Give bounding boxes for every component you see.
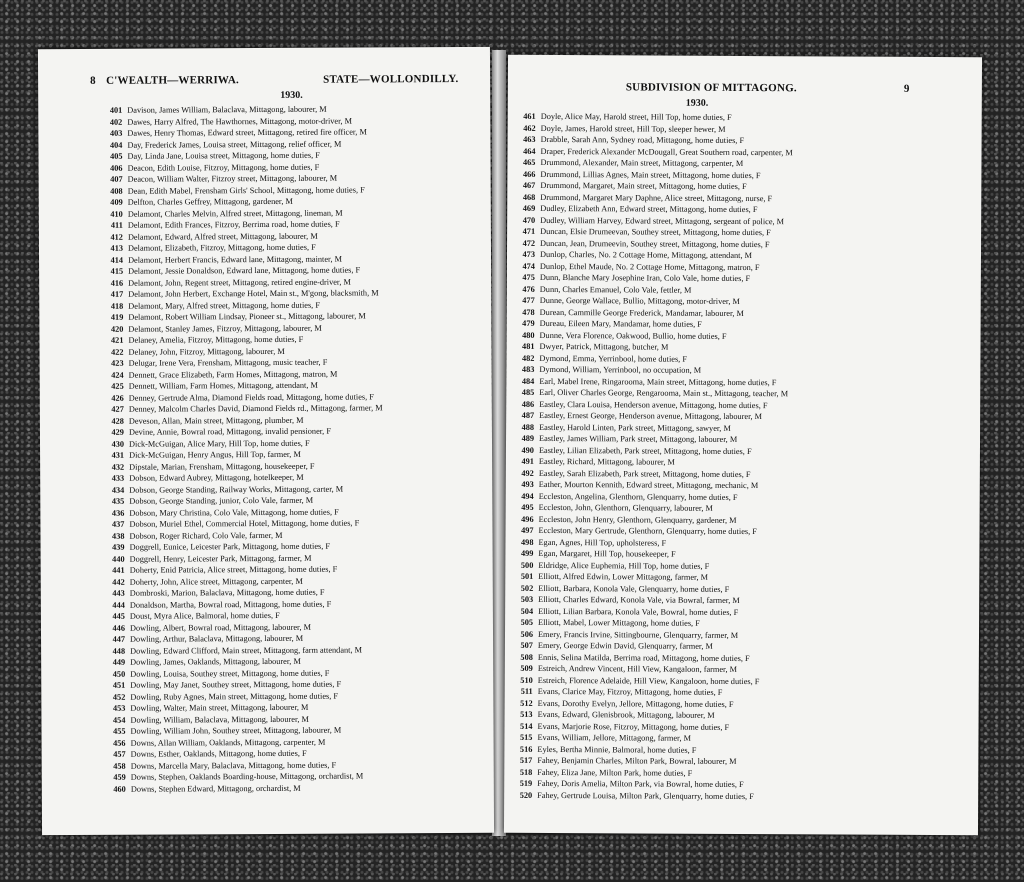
entry-number: 509 bbox=[520, 663, 533, 673]
entry-number: 473 bbox=[522, 249, 536, 259]
entry-text: Delamont, Edward, Alfred street, Mittagong, labourer, M bbox=[127, 231, 318, 242]
entry-text: Doherty, John, Alice street, Mittagong, carpenter, M bbox=[129, 576, 303, 587]
entry-number: 452 bbox=[112, 692, 126, 702]
entry-text: Eastley, Sarah Elizabeth, Park street, Mittagong, home duties, F bbox=[538, 468, 751, 479]
entry-text: Downs, Esther, Oaklands, Mittagong, home duties, F bbox=[130, 748, 307, 759]
entry-number: 453 bbox=[112, 703, 126, 713]
entry-text: Dennett, William, Farm Homes, Mittagong, attendant, M bbox=[128, 380, 318, 391]
entry-number: 450 bbox=[112, 669, 126, 679]
entry-number: 502 bbox=[520, 583, 534, 593]
entry-text: Dunn, Charles Emanuel, Colo Vale, fettler, M bbox=[539, 284, 692, 295]
entry-text: Dobson, Edward Aubrey, Mittagong, hotelkeeper, M bbox=[129, 472, 304, 483]
year-label: 1930. bbox=[280, 89, 303, 101]
year-label: 1930. bbox=[685, 97, 709, 109]
entry-number: 510 bbox=[520, 675, 533, 685]
entry-text: Dawes, Henry Thomas, Edward street, Mittagong, retired fire officer, M bbox=[127, 127, 367, 138]
entry-text: Eather, Mourton Kennith, Edward street, Mittagong, mechanic, M bbox=[538, 479, 759, 491]
entry-text: Dowling, Albert, Bowral road, Mittagong, labourer, M bbox=[129, 622, 312, 633]
entry-text: Delamont, Edith Frances, Fitzroy, Berrima road, home duties, F bbox=[127, 219, 340, 230]
entry-number: 420 bbox=[110, 324, 124, 334]
page-number: 9 bbox=[903, 82, 910, 95]
entry-number: 413 bbox=[110, 243, 124, 253]
entry-text: Dobson, George Standing, Railway Works, Mittagong, carter, M bbox=[129, 484, 344, 495]
entry-text: Dudley, William Harvey, Edward street, Mittagong, sergeant of police, M bbox=[540, 215, 785, 226]
entry-text: Deacon, William Walter, Fitzroy street, Mittagong, labourer, M bbox=[127, 173, 338, 184]
entry-text: Eastley, Harold Linten, Park street, Mittagong, sawyer, M bbox=[539, 422, 731, 433]
entry-number: 518 bbox=[519, 767, 533, 777]
entry-text: Doherty, Enid Patricia, Alice street, Mittagong, home duties, F bbox=[129, 564, 338, 575]
entry-text: Dobson, Mary Christina, Colo Vale, Mittagong, home duties, F bbox=[129, 507, 339, 518]
entry-text: Dowling, Ruby Agnes, Main street, Mittagong, home duties, F bbox=[130, 691, 339, 702]
entry-number: 451 bbox=[112, 680, 126, 690]
entry-text: Dymond, Emma, Yerrinbool, home duties, F bbox=[539, 353, 687, 364]
entry-text: Doyle, James, Harold street, Hill Top, sleeper hewer, M bbox=[540, 123, 726, 134]
entry-text: Fahey, Gertrude Louisa, Milton Park, Glenquarry, home duties, F bbox=[537, 790, 754, 801]
entry-text: Dombroski, Marion, Balaclava, Mittagong, home duties, F bbox=[129, 587, 325, 598]
entry-number: 472 bbox=[522, 238, 536, 248]
entry-number: 500 bbox=[520, 560, 534, 570]
entry-number: 438 bbox=[112, 531, 125, 541]
entry-text: Elliott, Alfred Edwin, Lower Mittagong, farmer, M bbox=[538, 571, 709, 582]
entry-number: 465 bbox=[523, 157, 536, 167]
entry-number: 441 bbox=[112, 565, 125, 575]
list-item bbox=[510, 789, 968, 803]
entry-number: 490 bbox=[521, 445, 534, 455]
entry-number: 480 bbox=[522, 330, 535, 340]
entry-number: 442 bbox=[112, 577, 125, 587]
entry-text: Delamont, John Herbert, Exchange Hotel, Main st., M'gong, blacksmith, M bbox=[128, 288, 379, 299]
entry-number: 444 bbox=[112, 600, 125, 610]
entry-number: 492 bbox=[521, 468, 534, 478]
entry-number: 481 bbox=[522, 341, 535, 351]
entry-number: 504 bbox=[520, 606, 534, 616]
entry-text: Eccleston, Mary Gertrude, Glenthorn, Glenquarry, home duties, F bbox=[538, 525, 757, 537]
entry-text: Downs, Stephen Edward, Mittagong, orchardist, M bbox=[130, 783, 301, 794]
entry-number: 418 bbox=[110, 301, 124, 311]
entry-text: Delfton, Charles Geffrey, Mittagong, gardener, M bbox=[127, 196, 293, 207]
entry-number: 466 bbox=[522, 169, 536, 179]
entry-number: 503 bbox=[520, 594, 534, 604]
entry-number: 458 bbox=[113, 761, 126, 771]
entry-text: Dudley, Elizabeth Ann, Edward street, Mittagong, home duties, F bbox=[540, 203, 758, 215]
entry-number: 403 bbox=[109, 128, 123, 138]
entry-number: 514 bbox=[520, 721, 533, 731]
entry-text: Eastley, James William, Park street, Mittagong, labourer, M bbox=[539, 433, 738, 444]
entry-number: 443 bbox=[112, 588, 125, 598]
entry-text: Delaney, Amelia, Fitzroy, Mittagong, home duties, F bbox=[128, 334, 304, 345]
entry-text: Dobson, Roger Richard, Colo Vale, farmer, M bbox=[129, 530, 283, 541]
entry-text: Emery, George Edwin David, Glenquarry, farmer, M bbox=[537, 640, 713, 651]
entry-text: Earl, Mabel Irene, Ringarooma, Main street, Mittagong, home duties, F bbox=[539, 376, 777, 387]
left-page bbox=[38, 47, 494, 835]
entry-text: Drummond, Alexander, Main street, Mittagong, carpenter, M bbox=[540, 157, 744, 168]
entry-number: 411 bbox=[110, 220, 123, 230]
entry-text: Dymond, William, Yerrinbool, no occupation, M bbox=[539, 364, 702, 375]
entry-text: Egan, Agnes, Hill Top, upholsteress, F bbox=[538, 537, 667, 548]
entry-text: Dunne, Vera Florence, Oakwood, Bullio, home duties, F bbox=[539, 330, 727, 341]
entry-number: 429 bbox=[111, 427, 124, 437]
entry-number: 437 bbox=[111, 519, 125, 529]
entry-text: Eccleston, Angelina, Glenthorn, Glenquarry, home duties, F bbox=[538, 491, 738, 502]
entry-number: 493 bbox=[521, 479, 534, 489]
entry-number: 483 bbox=[521, 364, 535, 374]
entry-text: Dowling, Arthur, Balaclava, Mittagong, labourer, M bbox=[130, 633, 304, 644]
right-page-header bbox=[508, 81, 982, 99]
entry-number: 515 bbox=[519, 732, 533, 742]
entry-number: 417 bbox=[110, 289, 124, 299]
entry-text: Egan, Margaret, Hill Top, housekeeper, F bbox=[538, 548, 676, 559]
entry-number: 426 bbox=[111, 393, 124, 403]
entry-number: 456 bbox=[113, 738, 126, 748]
entry-number: 431 bbox=[111, 450, 125, 460]
entry-number: 446 bbox=[112, 623, 125, 633]
entry-text: Day, Frederick James, Louisa street, Mittagong, relief officer, M bbox=[127, 139, 342, 150]
entry-text: Elliott, Lilian Barbara, Konola Vale, Bowral, home duties, F bbox=[538, 606, 739, 617]
entry-text: Dwyer, Patrick, Mittagong, butcher, M bbox=[539, 341, 669, 352]
entry-number: 424 bbox=[111, 370, 124, 380]
entry-text: Delamont, Elizabeth, Fitzroy, Mittagong, home duties, F bbox=[127, 242, 316, 253]
entry-text: Deveson, Allan, Main street, Mittagong, plumber, M bbox=[128, 415, 304, 426]
entry-number: 498 bbox=[521, 537, 534, 547]
entry-number: 427 bbox=[111, 404, 124, 414]
entry-text: Dowling, Walter, Main street, Mittagong, labourer, M bbox=[130, 702, 309, 713]
entry-text: Delamont, Herbert Francis, Edward lane, Mittagong, mainter, M bbox=[128, 254, 343, 265]
entry-number: 406 bbox=[110, 163, 123, 173]
entry-text: Dowling, William John, Southey street, Mittagong, labourer, M bbox=[130, 725, 342, 736]
entry-text: Doyle, Alice May, Harold street, Hill Top, home duties, F bbox=[540, 111, 732, 122]
entry-number: 485 bbox=[521, 387, 535, 397]
entry-text: Dowling, May Janet, Southey street, Mittagong, home duties, F bbox=[130, 679, 342, 690]
elector-list bbox=[100, 103, 486, 795]
entry-text: Duncan, Jean, Drumeevin, Southey street, Mittagong, home duties, F bbox=[540, 238, 770, 249]
header-title: SUBDIVISION OF MITTAGONG. bbox=[625, 81, 797, 95]
entry-text: Dick-McGuigan, Alice Mary, Hill Top, home duties, F bbox=[128, 438, 310, 449]
entry-number: 464 bbox=[523, 146, 536, 156]
entry-number: 497 bbox=[521, 525, 534, 535]
entry-number: 414 bbox=[110, 255, 124, 265]
entry-number: 447 bbox=[112, 634, 126, 644]
entry-text: Downs, Allan William, Oaklands, Mittagong, carpenter, M bbox=[130, 737, 326, 748]
entry-number: 459 bbox=[113, 772, 126, 782]
entry-number: 455 bbox=[113, 726, 126, 736]
entry-number: 439 bbox=[112, 542, 125, 552]
entry-text: Delamont, Mary, Alfred street, Mittagong, home duties, F bbox=[128, 300, 320, 311]
entry-number: 476 bbox=[522, 284, 535, 294]
entry-text: Dennett, Grace Elizabeth, Farm Homes, Mittagong, matron, M bbox=[128, 369, 338, 380]
entry-text: Dick-McGuigan, Henry Angus, Hill Top, farmer, M bbox=[129, 449, 301, 460]
list-item bbox=[104, 781, 486, 795]
entry-text: Delaney, John, Fitzroy, Mittagong, labourer, M bbox=[128, 346, 285, 357]
right-page bbox=[504, 55, 982, 835]
entry-number: 461 bbox=[523, 111, 536, 121]
entry-number: 432 bbox=[111, 462, 125, 472]
entry-text: Dunn, Blanche Mary Josephine Iran, Colo Vale, home duties, F bbox=[539, 272, 751, 284]
entry-text: Estreich, Andrew Vincent, Hill View, Kangaloon, farmer, M bbox=[537, 663, 738, 674]
entry-text: Evans, Marjorie Rose, Fitzroy, Mittagong, home duties, F bbox=[537, 721, 730, 732]
entry-number: 507 bbox=[520, 640, 533, 650]
entry-number: 467 bbox=[522, 180, 536, 190]
entry-text: Evans, Edward, Glenisbrook, Mittagong, labourer, M bbox=[537, 709, 715, 720]
entry-number: 512 bbox=[520, 698, 533, 708]
entry-text: Day, Linda Jane, Louisa street, Mittagong, home duties, F bbox=[127, 150, 320, 161]
entry-number: 520 bbox=[519, 790, 533, 800]
entry-text: Dowling, William, Balaclava, Mittagong, labourer, M bbox=[130, 714, 309, 725]
entry-number: 511 bbox=[520, 686, 533, 696]
entry-text: Drummond, Margaret Mary Daphne, Alice street, Mittagong, nurse, F bbox=[540, 192, 773, 203]
entry-number: 457 bbox=[113, 749, 126, 759]
entry-text: Fahey, Eliza Jane, Milton Park, home duties, F bbox=[537, 767, 693, 778]
entry-text: Dunne, George Wallace, Bullio, Mittagong, motor-driver, M bbox=[539, 295, 740, 306]
entry-number: 516 bbox=[519, 744, 533, 754]
entry-number: 487 bbox=[521, 410, 535, 420]
entry-text: Eastley, Lilian Elizabeth, Park street, Mittagong, home duties, F bbox=[538, 445, 752, 456]
entry-text: Delamont, Jessie Donaldson, Edward lane, Mittagong, home duties, F bbox=[128, 265, 361, 276]
entry-number: 505 bbox=[520, 617, 534, 627]
entry-number: 440 bbox=[112, 554, 125, 564]
entry-number: 419 bbox=[110, 312, 124, 322]
entry-text: Fahey, Doris Amelia, Milton Park, via Bowral, home duties, F bbox=[537, 778, 744, 790]
entry-number: 409 bbox=[110, 197, 123, 207]
entry-number: 513 bbox=[520, 709, 533, 719]
entry-text: Delamont, Robert William Lindsay, Pioneer st., Mittagong, labourer, M bbox=[128, 311, 366, 322]
entry-number: 404 bbox=[109, 140, 123, 150]
entry-number: 486 bbox=[521, 399, 535, 409]
entry-text: Dobson, Muriel Ethel, Commercial Hotel, Mittagong, home duties, F bbox=[129, 518, 360, 529]
entry-text: Dunlop, Charles, No. 2 Cottage Home, Mittagong, attendant, M bbox=[539, 249, 753, 261]
entry-text: Evans, Clarice May, Fitzroy, Mittagong, home duties, F bbox=[537, 686, 723, 697]
entry-text: Dobson, George Standing, junior, Colo Vale, farmer, M bbox=[129, 495, 314, 506]
entry-text: Delamont, Charles Melvin, Alfred street, Mittagong, lineman, M bbox=[127, 208, 343, 219]
entry-text: Eldridge, Alice Euphemia, Hill Top, home duties, F bbox=[538, 560, 710, 571]
entry-text: Elliott, Charles Edward, Konola Vale, via Bowral, farmer, M bbox=[538, 594, 740, 605]
entry-text: Dowling, Louisa, Southey street, Mittagong, home duties, F bbox=[130, 668, 330, 679]
entry-number: 412 bbox=[110, 232, 123, 242]
entry-number: 423 bbox=[111, 358, 124, 368]
entry-number: 501 bbox=[520, 571, 534, 581]
elector-list bbox=[510, 111, 972, 803]
entry-text: Drabble, Sarah Ann, Sydney road, Mittagong, home duties, F bbox=[540, 134, 745, 146]
entry-number: 478 bbox=[522, 307, 535, 317]
entry-text: Donaldson, Martha, Bowral road, Mittagong, home duties, F bbox=[129, 599, 332, 610]
entry-text: Deacon, Edith Louise, Fitzroy, Mittagong, home duties, F bbox=[127, 162, 320, 173]
entry-number: 517 bbox=[519, 755, 533, 765]
entry-text: Elliott, Mabel, Lower Mittagong, home duties, F bbox=[538, 617, 700, 628]
header-left: C'WEALTH—WERRIWA. bbox=[106, 74, 240, 87]
entry-text: Downs, Stephen, Oaklands Boarding-house, Mittagong, orchardist, M bbox=[130, 771, 364, 782]
entry-number: 445 bbox=[112, 611, 125, 621]
entry-text: Delugar, Irene Vera, Frensham, Mittagong, music teacher, F bbox=[128, 357, 328, 368]
entry-text: Dowling, Edward Clifford, Main street, Mittagong, farm attendant, M bbox=[130, 645, 363, 656]
entry-number: 468 bbox=[522, 192, 536, 202]
entry-number: 462 bbox=[523, 123, 536, 133]
entry-number: 484 bbox=[521, 376, 535, 386]
entry-number: 401 bbox=[109, 105, 123, 115]
entry-number: 479 bbox=[522, 318, 535, 328]
entry-text: Denney, Gertrude Alma, Diamond Fields road, Mittagong, home duties, F bbox=[128, 391, 374, 403]
entry-number: 416 bbox=[110, 278, 124, 288]
entry-number: 408 bbox=[110, 186, 123, 196]
entry-number: 421 bbox=[110, 335, 124, 345]
entry-number: 463 bbox=[523, 134, 536, 144]
entry-number: 448 bbox=[112, 646, 126, 656]
entry-number: 410 bbox=[110, 209, 123, 219]
entry-text: Devine, Annie, Bowral road, Mittagong, invalid pensioner, F bbox=[128, 426, 331, 437]
entry-text: Earl, Oliver Charles George, Rengarooma, Main st., Mittagong, teacher, M bbox=[539, 387, 789, 399]
entry-number: 433 bbox=[111, 473, 125, 483]
entry-text: Dowling, James, Oaklands, Mittagong, labourer, M bbox=[130, 656, 301, 667]
entry-text: Denney, Malcolm Charles David, Diamond Fields rd., Mittagong, farmer, M bbox=[128, 403, 383, 414]
entry-text: Doggrell, Eunice, Leicester Park, Mittagong, home duties, F bbox=[129, 541, 331, 552]
entry-text: Elliott, Barbara, Konola Vale, Glenquarry, home duties, F bbox=[538, 583, 730, 594]
entry-text: Eastley, Ernest George, Henderson avenue, Mittagong, labourer, M bbox=[539, 410, 763, 422]
entry-number: 499 bbox=[520, 548, 534, 558]
entry-number: 519 bbox=[519, 778, 533, 788]
entry-number: 449 bbox=[112, 657, 126, 667]
entry-number: 460 bbox=[113, 784, 126, 794]
entry-text: Evans, Dorothy Evelyn, Jellore, Mittagong, home duties, F bbox=[537, 698, 734, 709]
entry-text: Drummond, Lillias Agnes, Main street, Mittagong, home duties, F bbox=[540, 169, 761, 180]
entry-text: Doggrell, Henry, Leicester Park, Mittagong, farmer, M bbox=[129, 553, 312, 564]
entry-text: Ennis, Selina Matilda, Berrima road, Mittagong, home duties, F bbox=[537, 652, 750, 663]
entry-text: Dean, Edith Mabel, Frensham Girls' School, Mittagong, home duties, F bbox=[127, 184, 365, 196]
entry-text: Draper, Frederick Alexander McDougall, Great Southern road, carpenter, M bbox=[540, 146, 793, 157]
entry-text: Durean, Cammille George Frederick, Mandamar, labourer, M bbox=[539, 307, 744, 318]
entry-number: 475 bbox=[522, 272, 535, 282]
header-right: STATE—WOLLONDILLY. bbox=[323, 72, 459, 86]
entry-number: 415 bbox=[110, 266, 124, 276]
entry-number: 489 bbox=[521, 433, 535, 443]
entry-text: Dawes, Harry Alfred, The Hawthornes, Mittagong, motor-driver, M bbox=[127, 116, 353, 127]
entry-number: 405 bbox=[110, 151, 123, 161]
entry-text: Fahey, Benjamin Charles, Milton Park, Bowral, labourer, M bbox=[537, 755, 737, 766]
entry-number: 482 bbox=[521, 353, 535, 363]
entry-number: 496 bbox=[521, 514, 534, 524]
entry-text: Drummond, Margaret, Main street, Mittagong, home duties, F bbox=[540, 180, 747, 192]
entry-number: 488 bbox=[521, 422, 535, 432]
left-page-header bbox=[38, 73, 490, 91]
entry-text: Dureau, Eileen Mary, Mandamar, home duties, F bbox=[539, 318, 702, 329]
entry-text: Dipstale, Marian, Frensham, Mittagong, housekeeper, F bbox=[129, 461, 315, 472]
entry-text: Eastley, Richard, Mittagong, labourer, M bbox=[538, 456, 675, 467]
entry-number: 491 bbox=[521, 456, 534, 466]
entry-number: 494 bbox=[521, 491, 534, 501]
entry-text: Dunlop, Ethel Maude, No. 2 Cottage Home, Mittagong, matron, F bbox=[539, 261, 760, 272]
entry-number: 425 bbox=[111, 381, 124, 391]
entry-number: 434 bbox=[111, 485, 125, 495]
entry-text: Delamont, Stanley James, Fitzroy, Mittagong, labourer, M bbox=[128, 323, 322, 334]
entry-number: 469 bbox=[522, 203, 536, 213]
entry-number: 407 bbox=[110, 174, 123, 184]
entry-number: 435 bbox=[111, 496, 125, 506]
entry-text: Eyles, Bertha Minnie, Balmoral, home duties, F bbox=[537, 744, 697, 755]
entry-text: Doust, Myra Alice, Balmoral, home duties, F bbox=[129, 610, 280, 621]
entry-number: 428 bbox=[111, 416, 124, 426]
entry-number: 495 bbox=[521, 502, 534, 512]
entry-number: 402 bbox=[109, 117, 123, 127]
entry-number: 470 bbox=[522, 215, 536, 225]
page-number: 8 bbox=[90, 74, 96, 87]
entry-number: 474 bbox=[522, 261, 535, 271]
entry-number: 430 bbox=[111, 439, 125, 449]
entry-text: Delamont, John, Regent street, Mittagong, retired engine-driver, M bbox=[128, 277, 351, 288]
entry-number: 506 bbox=[520, 629, 534, 639]
entry-number: 422 bbox=[111, 347, 124, 357]
entry-text: Davison, James William, Balaclava, Mittagong, labourer, M bbox=[127, 104, 327, 115]
entry-text: Emery, Francis Irvine, Sittingbourne, Glenquarry, farmer, M bbox=[537, 629, 739, 640]
entry-text: Eccleston, John Henry, Glenthorn, Glenquarry, gardener, M bbox=[538, 514, 737, 525]
entry-number: 454 bbox=[112, 715, 126, 725]
entry-number: 471 bbox=[522, 226, 536, 236]
entry-text: Evans, William, Jellore, Mittagong, farmer, M bbox=[537, 732, 692, 743]
entry-text: Eastley, Clara Louisa, Henderson avenue, Mittagong, home duties, F bbox=[539, 399, 768, 410]
entry-text: Duncan, Elsie Drumeevan, Southey street, Mittagong, home duties, F bbox=[540, 226, 771, 238]
entry-number: 508 bbox=[520, 652, 533, 662]
entry-text: Estreich, Florence Adelaide, Hill View, Kangaloon, home duties, F bbox=[537, 675, 760, 686]
entry-number: 477 bbox=[522, 295, 535, 305]
entry-text: Eccleston, John, Glenthorn, Glenquarry, labourer, M bbox=[538, 502, 713, 513]
entry-number: 436 bbox=[111, 508, 125, 518]
entry-text: Downs, Marcella Mary, Balaclava, Mittagong, home duties, F bbox=[130, 760, 337, 771]
